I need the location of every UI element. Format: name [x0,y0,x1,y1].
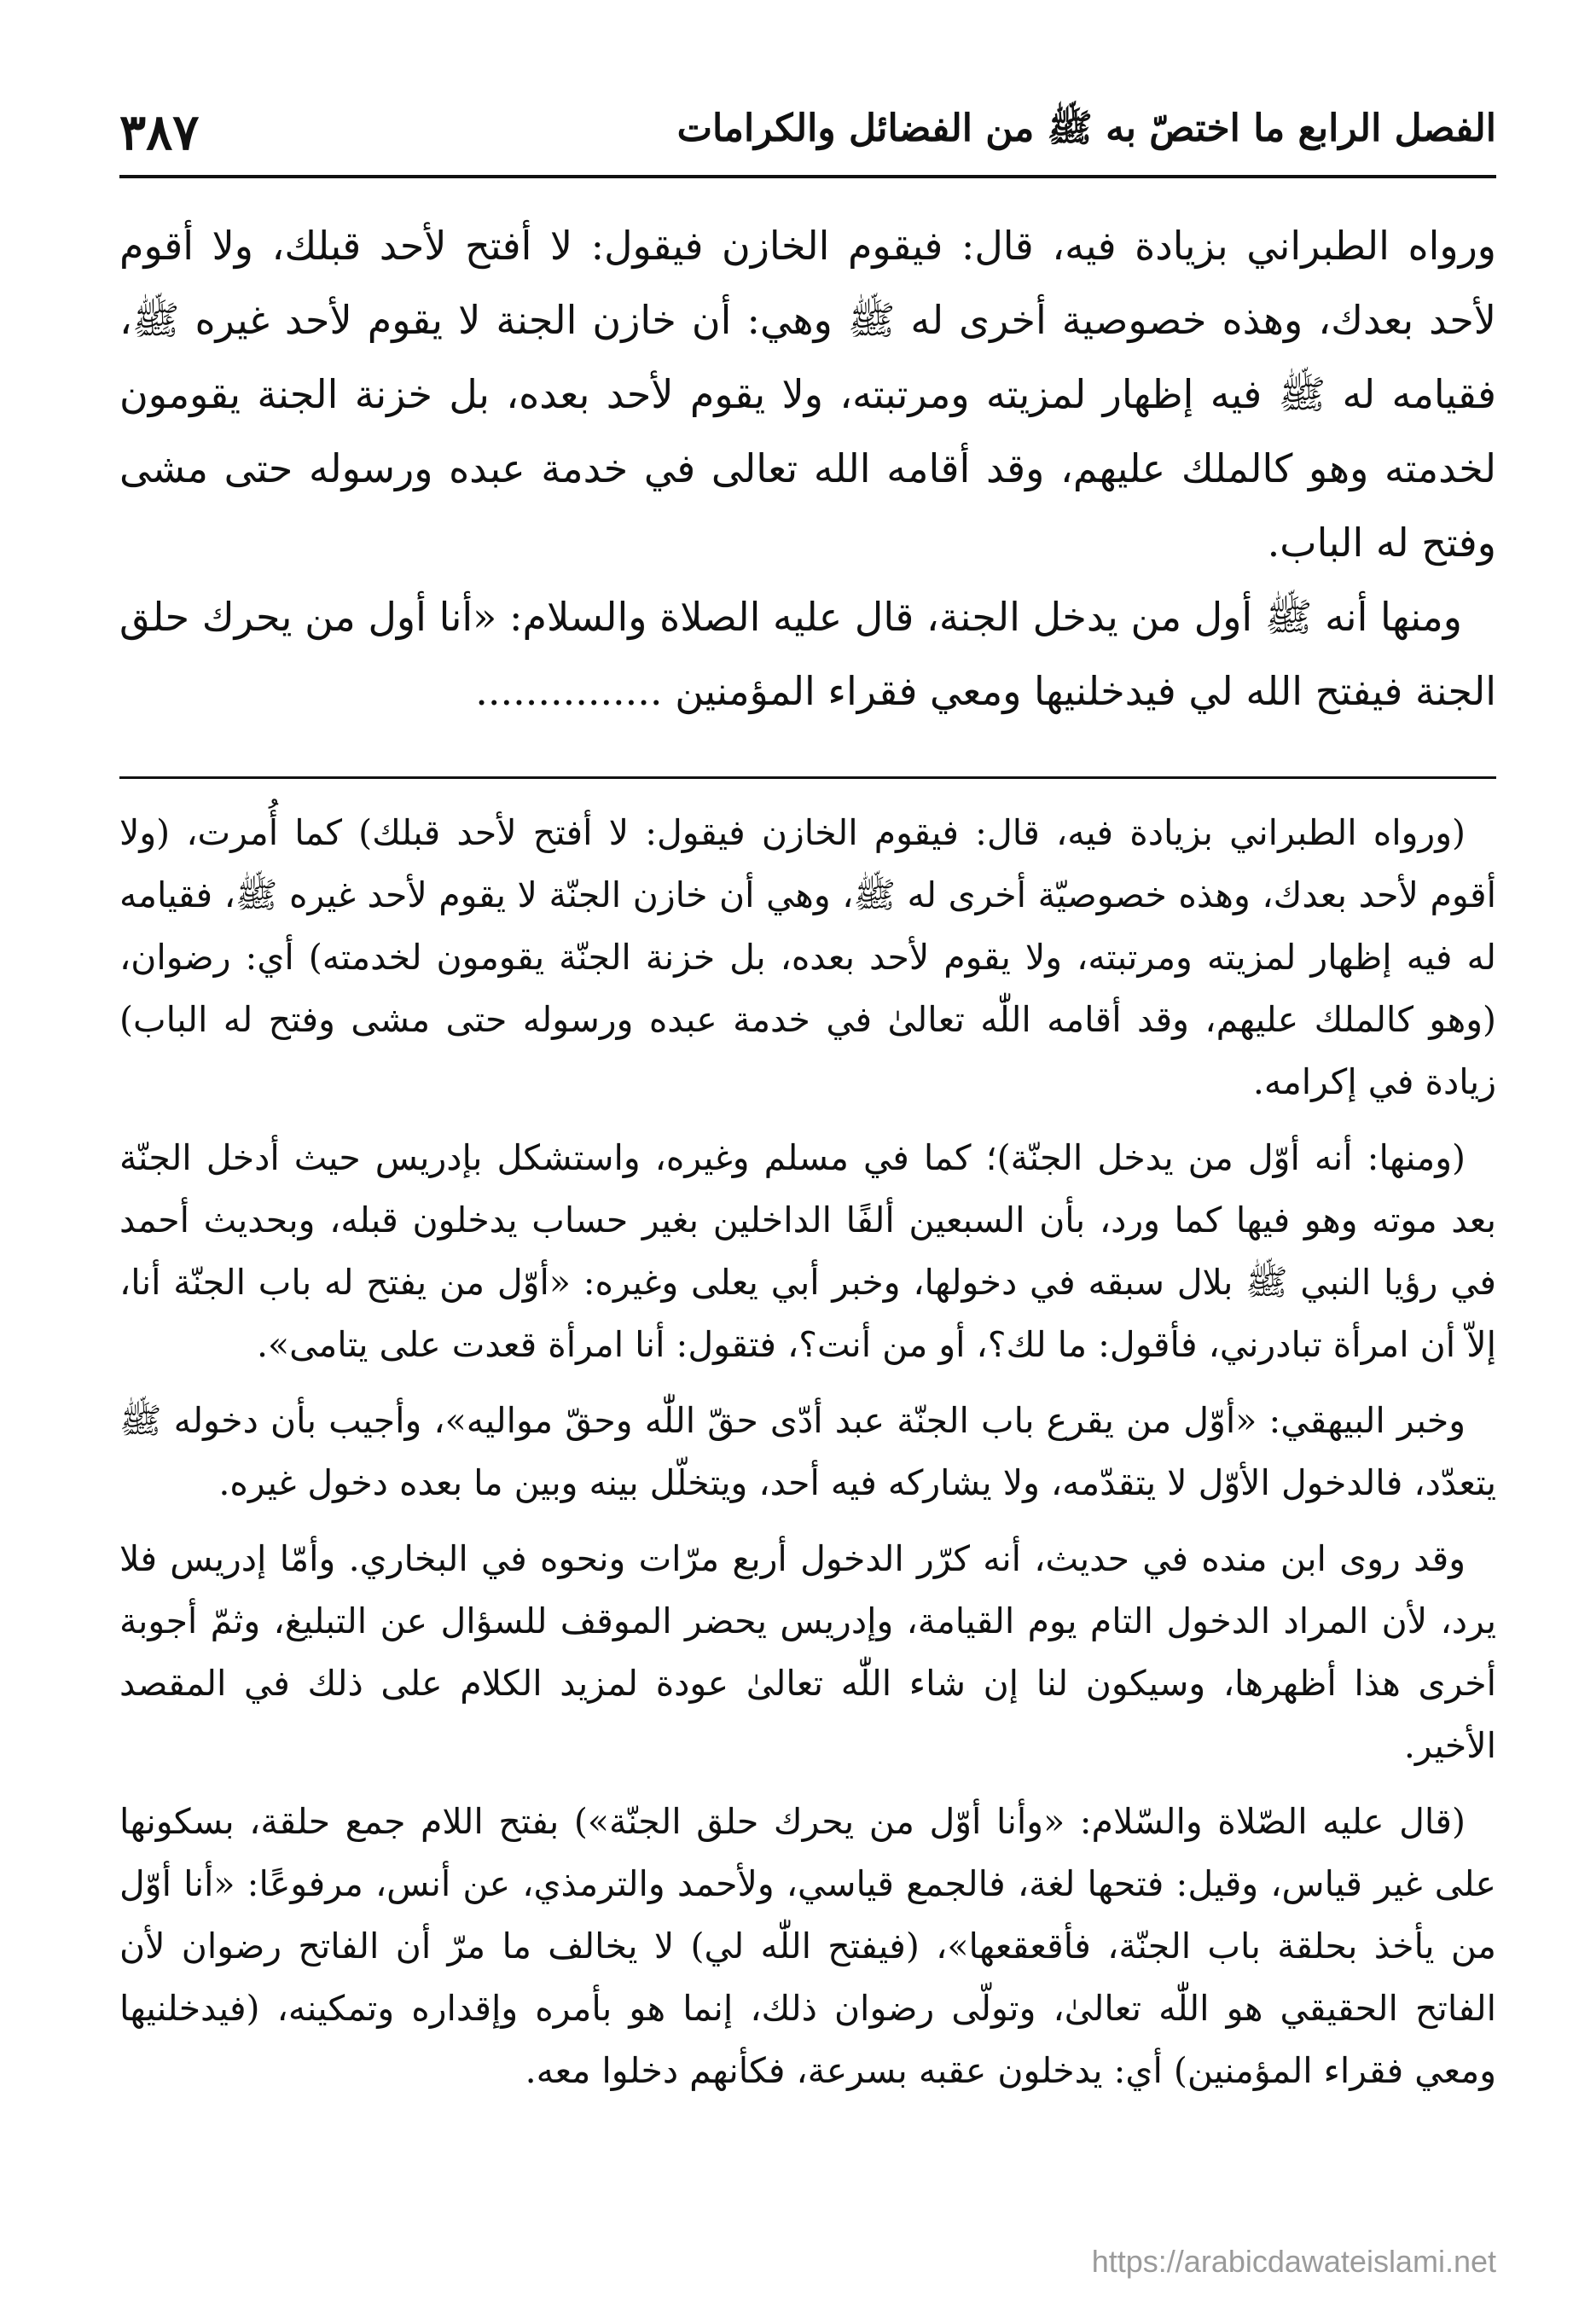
page-number: ٣٨٧ [119,103,200,161]
ellipsis-dots: ............... [475,668,663,714]
watermark-url: https://arabicdawateislami.net [1091,2244,1496,2279]
main-paragraph: ورواه الطبراني بزيادة فيه، قال: فيقوم الخازن فيقول: لا أفتح لأحد قبلك، ولا أقوم لأحد بعدك، وهذه خصوصية أخرى له ﷺ وهي: أن خازن الجنة لا يقوم لأحد غيره ﷺ، فقيامه له ﷺ فيه إظهار لمزيته ومرتبته، ولا يقوم لأحد بعده، بل خزنة الجنة يقومون لخدمته وهو كالملك عليهم، وقد أقامه الله تعالى في خدمة عبده ورسوله حتى مشى وفتح له الباب. [119,223,1496,566]
commentary-paragraph: (ومنها: أنه أوّل من يدخل الجنّة)؛ كما في مسلم وغيره، واستشكل بإدريس حيث أدخل الجنّة بعد موته وهو فيها كما ورد، بأن السبعين ألفًا الداخلين بغير حساب يدخلون قبله، وبحديث أحمد في رؤيا النبي ﷺ بلال سبقه في دخولها، وخبر أبي يعلى وغيره: «أوّل من يفتح له باب الجنّة أنا، إلاّ أن امرأة تبادرني، فأقول: ما لك؟، أو من أنت؟، فتقول: أنا امرأة قعدت على يتامى». [119,1137,1497,1365]
commentary-paragraph: وخبر البيهقي: «أوّل من يقرع باب الجنّة عبد أدّى حقّ اللّٰه وحقّ مواليه»، وأجيب بأن دخوله ﷺ يتعدّد، فالدخول الأوّل لا يتقدّمه، ولا يشاركه فيه أحد، ويتخلّل بينه وبين ما بعده دخول غيره. [119,1400,1496,1503]
commentary-text [119,802,1496,2116]
header-rule [119,175,1496,178]
main-text [119,209,1496,729]
commentary-paragraph: (ورواه الطبراني بزيادة فيه، قال: فيقوم الخازن فيقول: لا أفتح لأحد قبلك) كما أُمرت، (ولا أقوم لأحد بعدك، وهذه خصوصيّة أخرى له ﷺ، وهي أن خازن الجنّة لا يقوم لأحد غيره ﷺ، فقيامه له فيه إظهار لمزيته ومرتبته، ولا يقوم لأحد بعده، بل خزنة الجنّة يقومون لخدمته) أي: رضوان، (وهو كالملك عليهم، وقد أقامه اللّٰه تعالىٰ في خدمة عبده ورسوله حتى مشى وفتح له الباب) زيادة في إكرامه. [119,812,1496,1102]
page-header [119,94,1496,171]
main-paragraph-text: ومنها أنه ﷺ أول من يدخل الجنة، قال عليه الصلاة والسلام: «أنا أول من يحرك حلق الجنة فيفتح الله لي فيدخلنيها ومعي فقراء المؤمنين [119,594,1496,714]
commentary-paragraph: (قال عليه الصّلاة والسّلام: «وأنا أوّل من يحرك حلق الجنّة») بفتح اللام جمع حلقة، بسكونها على غير قياس، وقيل: فتحها لغة، فالجمع قياسي، ولأحمد والترمذي، عن أنس، مرفوعًا: «أنا أوّل من يأخذ بحلقة باب الجنّة، فأقعقعها»، (فيفتح اللّٰه لي) لا يخالف ما مرّ أن الفاتح رضوان لأن الفاتح الحقيقي هو اللّٰه تعالىٰ، وتولّى رضوان ذلك، إنما هو بأمره وإقداره وتمكينه، (فيدخلنيها ومعي فقراء المؤمنين) أي: يدخلون عقبه بسرعة، فكأنهم دخلوا معه. [119,1801,1496,2091]
running-title: الفصل الرابع ما اختصّ به ﷺ من الفضائل والكرامات [676,107,1496,150]
footnote-separator [119,776,1496,779]
commentary-paragraph: وقد روى ابن منده في حديث، أنه كرّر الدخول أربع مرّات ونحوه في البخاري. وأمّا إدريس فلا يرد، لأن المراد الدخول التام يوم القيامة، وإدريس يحضر الموقف للسؤال عن التبليغ، وثمّ أجوبة أخرى هذا أظهرها، وسيكون لنا إن شاء اللّٰه تعالىٰ عودة لمزيد الكلام على ذلك في المقصد الأخير. [119,1538,1496,1766]
main-paragraph [119,580,1496,729]
